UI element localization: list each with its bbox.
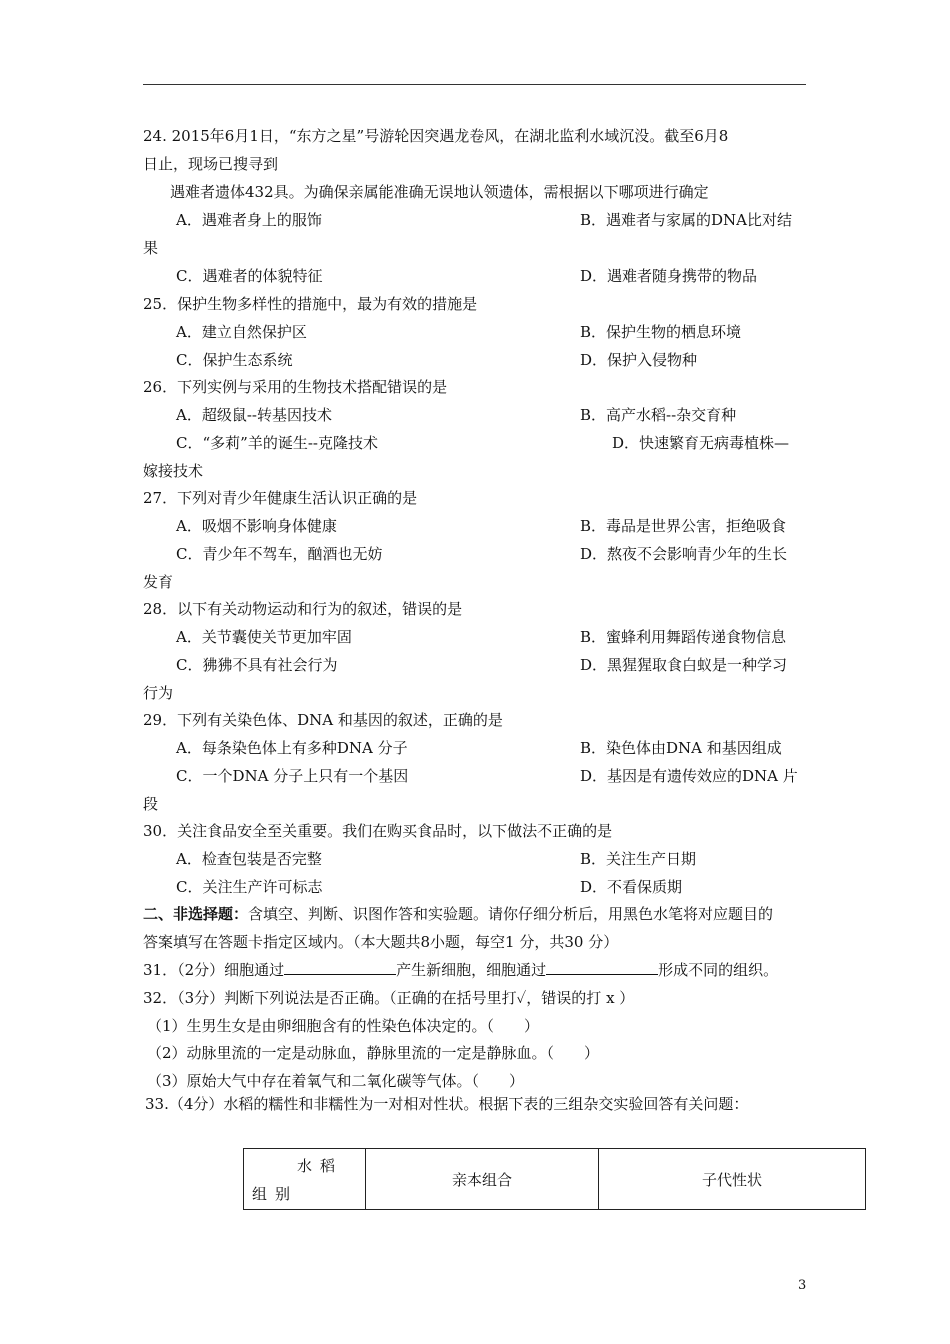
q26-stem: 26．下列实例与采用的生物技术搭配错误的是: [143, 378, 448, 396]
q29-option-b: B．染色体由DNA 和基因组成: [580, 739, 782, 757]
table-corner-cell: [244, 1149, 366, 1210]
q31-part1: 31．（2分）细胞通过: [143, 961, 285, 979]
q24-option-b-wrap: 果: [143, 239, 159, 257]
q28-option-d-wrap: 行为: [143, 684, 174, 702]
q28-option-c: C．狒狒不具有社会行为: [176, 656, 338, 674]
q31-blank-1: [284, 960, 396, 975]
section2-title: 二、非选择题：: [143, 905, 249, 923]
q31-blank-2: [546, 960, 658, 975]
q31-part2: 产生新细胞，细胞通过: [396, 961, 547, 979]
cross-experiment-table: [243, 1148, 866, 1210]
q30-option-d: D．不看保质期: [580, 878, 683, 896]
q25-option-d: D．保护入侵物种: [580, 351, 698, 369]
section2-text1: 含填空、判断、识图作答和实验题。请你仔细分析后，用黑色水笔将对应题目的: [248, 905, 774, 923]
table-header-row: [244, 1149, 866, 1210]
q24-option-a: A．遇难者身上的服饰: [176, 211, 322, 229]
q26-option-a: A．超级鼠--转基因技术: [176, 406, 332, 424]
q25-option-a: A．建立自然保护区: [176, 323, 307, 341]
q30-option-a: A．检查包装是否完整: [176, 850, 322, 868]
q24-line2: 日止，现场已搜寻到: [143, 155, 279, 173]
section2-text2: 答案填写在答题卡指定区域内。（本大题共8小题，每空1 分，共30 分）: [143, 933, 619, 951]
q28-stem: 28．以下有关动物运动和行为的叙述，错误的是: [143, 600, 463, 618]
q27-stem: 27．下列对青少年健康生活认识正确的是: [143, 489, 418, 507]
q24-line1: 24. 2015年6月1日，“东方之星”号游轮因突遇龙卷风，在湖北监利水域沉没。截至6月8: [143, 127, 729, 145]
q24-option-b: B．遇难者与家属的DNA比对结: [580, 211, 793, 229]
q26-option-d: D．快速繁育无病毒植株—: [612, 434, 790, 452]
q26-option-c: C．“多莉”羊的诞生--克隆技术: [176, 434, 378, 452]
q25-option-b: B．保护生物的栖息环境: [580, 323, 742, 341]
q28-option-b: B．蜜蜂利用舞蹈传递食物信息: [580, 628, 787, 646]
q32-statement-3: （3）原始大气中存在着氧气和二氧化碳等气体。（ ）: [147, 1072, 525, 1090]
q29-stem: 29．下列有关染色体、DNA 和基因的叙述，正确的是: [143, 711, 503, 729]
q29-option-d: D．基因是有遗传效应的DNA 片: [580, 767, 798, 785]
q27-option-a: A．吸烟不影响身体健康: [176, 517, 337, 535]
q24-option-d: D．遇难者随身携带的物品: [580, 267, 758, 285]
q32-stem: 32．（3分）判断下列说法是否正确。（正确的在括号里打✓，错误的打 x ）: [143, 989, 635, 1007]
q29-option-c: C．一个DNA 分子上只有一个基因: [176, 767, 409, 785]
q25-stem: 25．保护生物多样性的措施中，最为有效的措施是: [143, 295, 478, 313]
q29-option-d-wrap: 段: [143, 795, 159, 813]
q25-option-c: C．保护生态系统: [176, 351, 293, 369]
q27-option-b: B．毒品是世界公害，拒绝吸食: [580, 517, 787, 535]
q24-line3: 遇难者遗体432具。为确保亲属能准确无误地认领遗体，需根据以下哪项进行确定: [170, 183, 709, 201]
q27-option-d-wrap: 发育: [143, 573, 174, 591]
q30-option-b: B．关注生产日期: [580, 850, 697, 868]
table-header-parents: 亲本组合: [366, 1149, 599, 1210]
q29-option-a: A．每条染色体上有多种DNA 分子: [176, 739, 408, 757]
q27-option-d: D．熬夜不会影响青少年的生长: [580, 545, 788, 563]
q27-option-c: C．青少年不驾车，酗酒也无妨: [176, 545, 383, 563]
section2-intro: [143, 904, 773, 924]
table-corner-bottom: 组别: [252, 1185, 299, 1203]
table-corner-top: 水稻: [296, 1157, 343, 1175]
table-header-offspring: 子代性状: [599, 1149, 866, 1210]
q24-option-c: C．遇难者的体貌特征: [176, 267, 323, 285]
q26-option-d-wrap: 嫁接技术: [143, 462, 204, 480]
q30-stem: 30．关注食品安全至关重要。我们在购买食品时，以下做法不正确的是: [143, 822, 613, 840]
q26-option-b: B．高产水稻--杂交育种: [580, 406, 737, 424]
q30-option-c: C．关注生产许可标志: [176, 878, 323, 896]
q28-option-a: A．关节囊使关节更加牢固: [176, 628, 352, 646]
q32-statement-2: （2）动脉里流的一定是动脉血，静脉里流的一定是静脉血。（ ）: [147, 1044, 600, 1062]
q31: [143, 960, 778, 980]
q33-stem: 33.（4分）水稻的糯性和非糯性为一对相对性状。根据下表的三组杂交实验回答有关问题：: [145, 1095, 749, 1113]
header-rule: [143, 84, 806, 85]
q32-statement-1: （1）生男生女是由卵细胞含有的性染色体决定的。（ ）: [147, 1017, 540, 1035]
q31-part3: 形成不同的组织。: [658, 961, 779, 979]
q28-option-d: D．黑猩猩取食白蚁是一种学习: [580, 656, 788, 674]
page-number: 3: [798, 1278, 807, 1293]
